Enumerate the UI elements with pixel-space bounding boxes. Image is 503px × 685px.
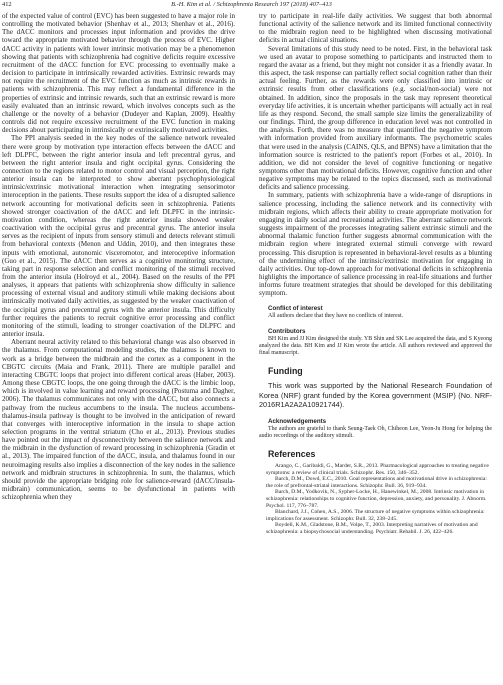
- funding-text: This work was supported by the National Research Foundation of Korea (NRF) grant funded by the Korea government (MSIP) (No. NRF-2016R1A2A2A10921744).: [259, 381, 492, 410]
- body-paragraph: The PPI analysis seeded in the key nodes of the salience network revealed there were group by motivation type interaction effects between the dACC and left DLPFC, between the right anterior insula and left precentral gyrus, and between the right anterior insula and right occipital gyrus. Considering the connection to the regions related to motor control and visual perception, the right anterior insula can be interpreted to show aberrant psychophysiological intrinsic/extrinsic motivational interaction when integrating sensorimotor interoception in the patients. These results support the idea of a disrupted salience network accounting for motivational deficits seen in schizophrenia. Patients showed stronger coactivation of the dACC and left DLPFC in the intrinsic-motivation condition, whereas the right anterior insula showed weaker coactivation with the occipital gyrus and precentral gyrus. The anterior insula serves as the recipient of inputs from sensory stimuli and detects relevant stimuli from behavioral contexts (Menon and Uddin, 2010), and then integrates these inputs with emotional, autonomic visceromotor, and interoceptive information (Guo et al., 2015). The dACC then serves as a cognitive monitoring structure, taking part in response selection and conflict monitoring of the stimuli received from the anterior insula (Holroyd et al., 2004). Based on the results of the PPI analyses, it appears that patients with schizophrenia show difficulty in salience processing of external visual and auditory stimuli while making decisions about intrinsically motivated daily activities, as suggested by the weaker coactivation of the occipital gyrus and precentral gyrus with the anterior insula. This difficulty further requires the patients to recruit cognitive error processing and conflict monitoring of the stimuli, leading to stronger coactivation of the DLPFC and anterior insula.: [2, 134, 235, 339]
- reference-item: Boydell, K.M., Gladstone, B.M., Volpe, T., 2003. Interpreting narratives of motivation and schizophrenia: a biopsychosocial understanding. Psychiatr. Rehabil. J. 26, 422–426.: [266, 522, 478, 535]
- reference-item: Barch, D.M., Yodkovik, N., Sypher-Locke, H., Hanewinkel, M., 2008. Intrinsic motivation in schizophrenia: relationships to cognitive function, depression, anxiety, and personality. J. Abnorm. Psychol. 117, 776–787.: [266, 489, 487, 509]
- contributors-heading: Contributors: [268, 328, 306, 336]
- body-paragraph: Several limitations of this study need to be noted. First, in the behavioral task we used an avatar to propose something to participants and instructed them to regard the avatar as a friend, but they might not consider it as a friendly avatar. In this aspect, the task response can partially reflect social cognition rather than their actual feeling. Further, as the rewards were only classified into intrinsic or extrinsic results from other classifications (e.g. social/non-social) were not obtained. In addition, since the proposals in the task may represent theoretical everyday life activities, it is uncertain whether participants will actually act in real life as they respond. Second, the small sample size limits the generalizability of our findings. Third, the group difference in education level was not controlled in the analysis. Forth, there was no measure that quantified the negative symptom with information provided from auxiliary informants. The psychometric scales that were used in the analysis (CAINS, QLS, and BPNS) have a limitation that the information source is restricted to the patient's report (Forbes et al., 2010). In addition, we did not consider the level of cognitive functioning or negative symptoms other than motivational deficits. However, cognitive function and other negative symptoms may be related to the topics discussed, such as motivational deficits and salience processing.: [259, 44, 492, 192]
- reference-item: Arango, C., Garibaldi, G., Marder, S.R., 2013. Pharmacological approaches to treating negative symptoms: a review of clinical trials. Schizophr. Res. 150, 346–352.: [266, 462, 489, 476]
- conflict-heading: Conflict of interest: [268, 305, 323, 313]
- body-paragraph: In summary, patients with schizophrenia have a wide-range of disruptions in salience processing, including the salience network and its connectivity with midbrain regions, which affects their ability to create appropriate motivation for engaging in daily social and recreational activities. The aberrant salience network suggests impairment of the processes integrating salient extrinsic stimuli and the abnormal thalamic function further suggests abnormal communication with the midbrain region where integrated external stimuli converge with reward processing. This disruption is represented in behavioral-level results as a blunting of the undermining effect of the intrinsic/extrinsic motivation for engaging in daily activities. Our top-down approach for motivational deficits in schizophrenia highlights the importance of salience processing in real-life situations and further informs future treatment strategies that should be developed for this debilitating symptom.: [259, 191, 492, 298]
- acknowledgements-text: The authors are grateful to thank Seung-Taek Oh, Chiheon Lee, Yeon-Ju Hong for helping the audio recordings of the auditory stimuli.: [259, 425, 492, 439]
- body-paragraph: Aberrant neural activity related to this behavioral change was also observed in the thalamus. From computational modeling studies, the thalamus is known to work as a bridge between the midbrain and the cortex as a component in the CBGTC circuits (Maia and Frank, 2011). There are multiple parallel and interacting CBGTC loops that project into different cortical areas (Haber, 2003). Among these CBGTC loops, the one going through the dACC is the limbic loop, which is involved in value learning and reward processing (Postuma and Dagher, 2006). The thalamus communicates not only with the dACC, but also connects a pathway from the nucleus accumbens to the insula. The nucleus accumbens-thalamus-insula pathway is thought to be involved in the anticipation of reward that converges with interoceptive information in the insula to shape action selection programs in the ventral striatum (Cho et al., 2013). Previous studies have pointed out the impact of dysconnectivity between the salience network and the midbrain in the dysfunction of reward processing in schizophrenia (Gradin et al., 2013). The impaired function of the dACC, insula, and thalamus found in our neuroimaging results also implies a disconnection of the key nodes in the salience network and midbrain structures in schizophrenia. In sum, the thalamus, which should provide the appropriate bridging role for salience-reward (dACC/insula-midbrain) communication, seems to be dysfunctional in patients with schizophrenia when they: [2, 338, 235, 502]
- reference-item: Barch, D.M., Dowd, E.C., 2010. Goal representations and motivational drive in schizophrenia: the role of prefrontal-striatal interactions. Schizophr. Bull. 36, 919–934.: [266, 476, 487, 489]
- reference-item: Blanchard, J.J., Cohen, A.S., 2006. The structure of negative symptoms within schizophrenia: implications for assessment. Schizophr. Bull. 32, 238–245.: [266, 509, 485, 522]
- references-heading: References: [268, 448, 316, 459]
- body-paragraph: of the expected value of control (EVC) has been suggested to have a major role in controlling the motivated behavior (Shenhav et al., 2013; Shenhav et al., 2016). The dACC monitors and processes input information and provides the drive toward the appropriate motivated behavior through the process of EVC. Higher dACC activity in patients with lower intrinsic motivation may be a phenomenon showing that patients with schizophrenia had cognitive deficits require excessive recruitment of the dACC function for EVC processing to eventually make a decision to participate in intrinsically rewarded activities. Extrinsic rewards may not require the recruitment of the EVC function as much as intrinsic rewards in patients with schizophrenia. This may reflect a fundamental difference in the properties of extrinsic and intrinsic rewards, such that an extrinsic reward is more easily evaluated than an intrinsic reward, which involves concepts such as the challenge or the novelty of a behavior (Dudeyer and Kaplan, 2009). Healthy controls did not require excessive recruitment of the EVC function in making decisions about participating in intrinsically or extrinsically motivated activities.: [2, 12, 235, 135]
- reference-list: [259, 463, 492, 536]
- funding-heading: Funding: [268, 366, 303, 377]
- body-paragraph: try to participate in real-life daily activities. We suggest that both abnormal functional activity of the salience network and its limited functional connectivity to the midbrain region need to be highlighted when discussing motivational deficits in actual clinical situations.: [259, 12, 492, 45]
- running-header: [0, 0, 503, 10]
- left-column: [2, 12, 235, 501]
- conflict-text: All authors declare that they have no conflicts of interest.: [268, 313, 404, 320]
- right-column: [259, 12, 492, 536]
- page-number: 412: [2, 1, 12, 8]
- acknowledgements-heading: Acknowledgements: [268, 417, 327, 425]
- contributors-text: BH Kim and JJ Kim designed the study. YB Shin and SK Lee acquired the data, and S Kyeong analyzed the data. BH Kim and JJ Kim wrote the article. All authors reviewed and approved the final manuscript.: [259, 336, 492, 357]
- running-head: B.-H. Kim et al. / Schizophrenia Research 197 (2018) 407–413: [171, 1, 332, 8]
